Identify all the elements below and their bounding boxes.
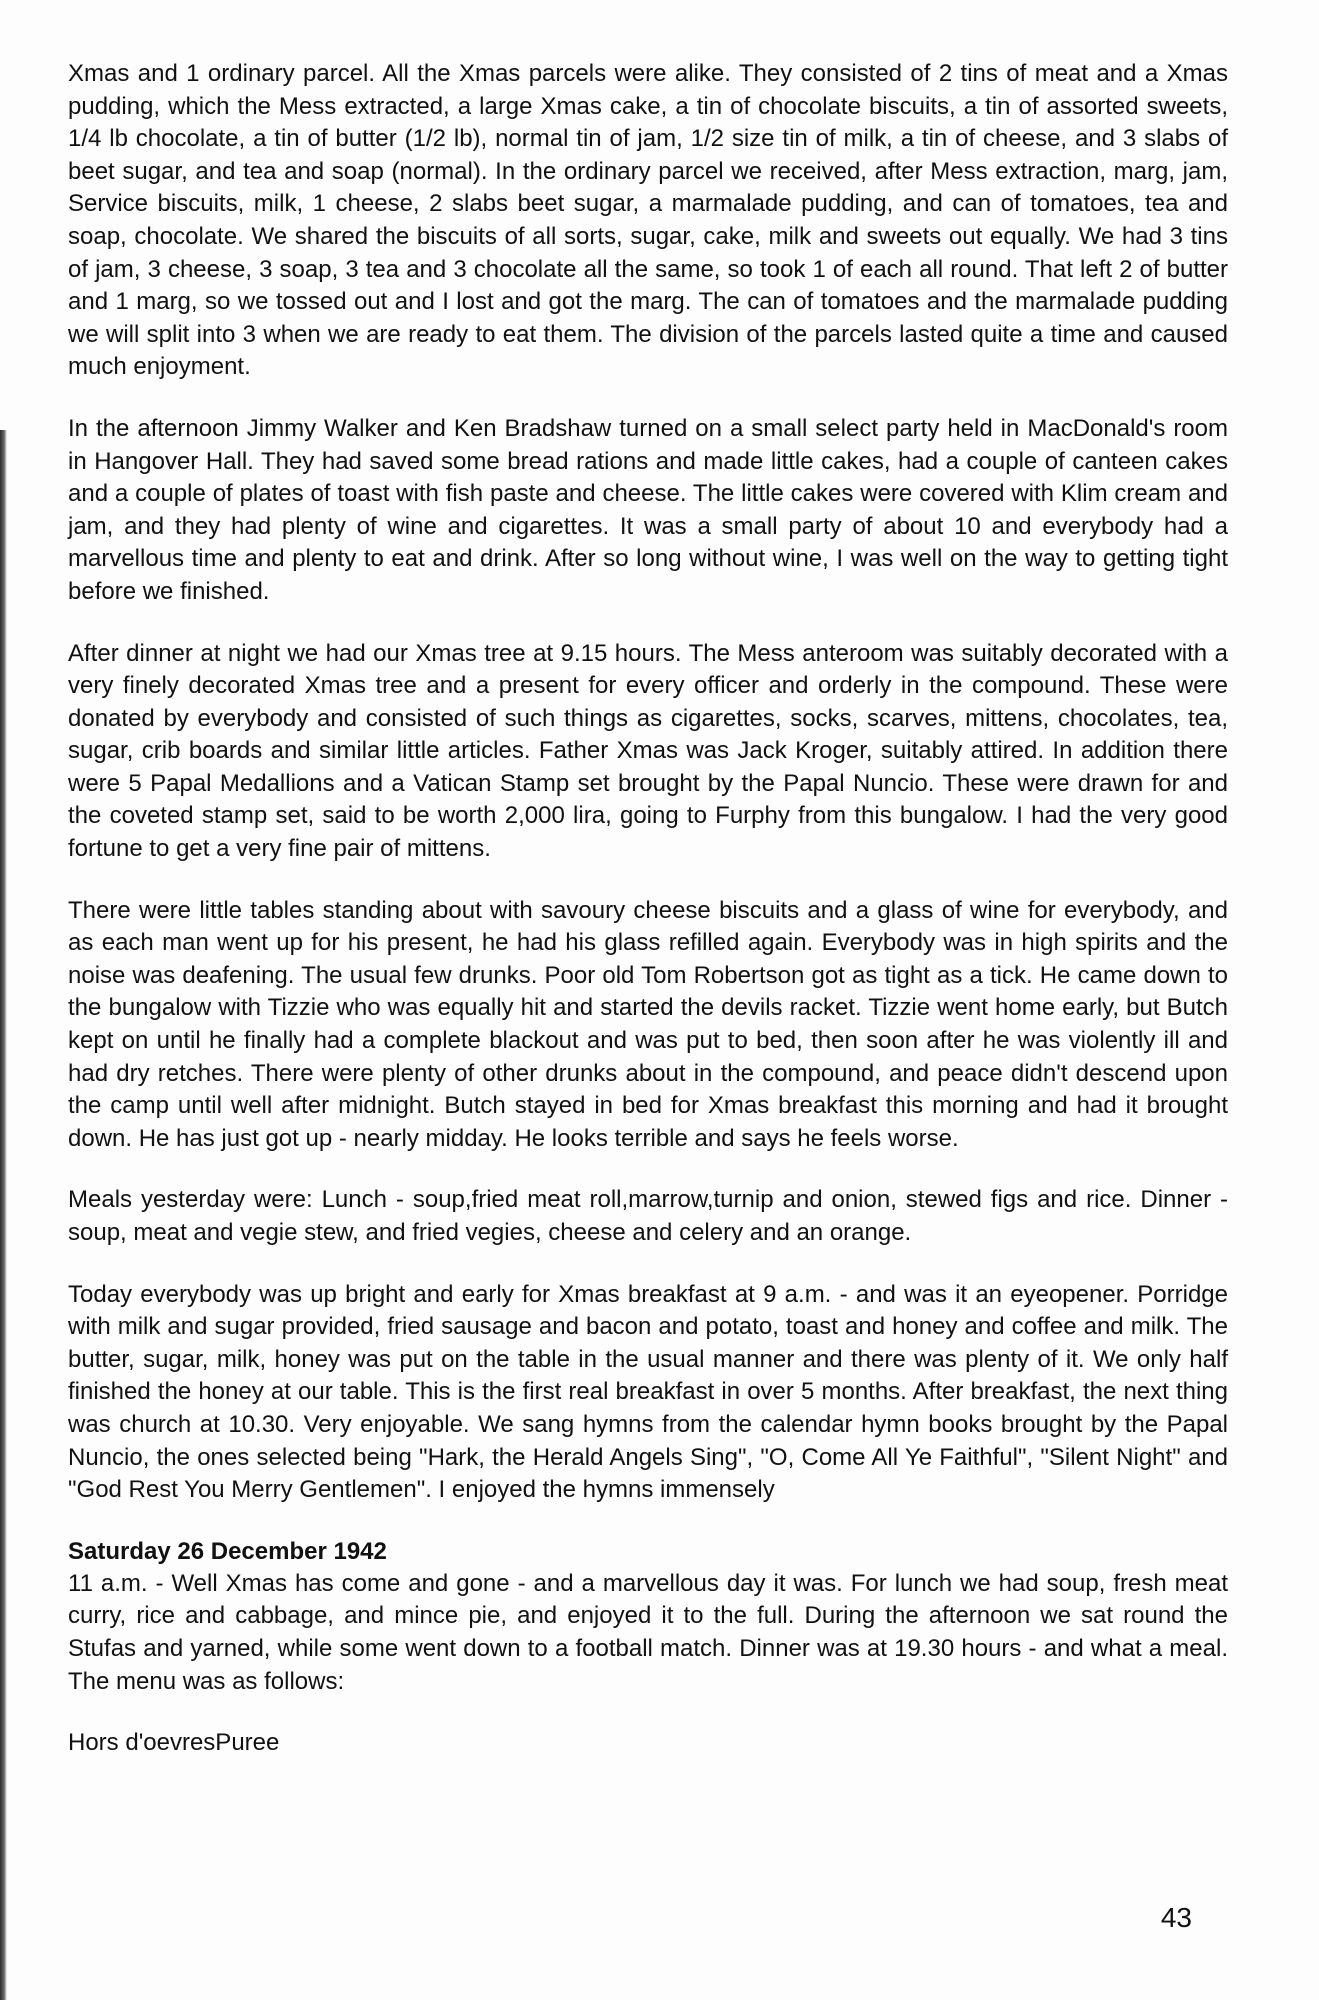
- page-number: 43: [1160, 1902, 1192, 1933]
- paragraph-xmas-breakfast: Today everybody was up bright and early for Xmas breakfast at 9 a.m. - and was it an eyeopener. Porridge with milk and sugar provided, fried sausage and bacon and potato, toast and honey and coffee and milk. The butter, sugar, milk, honey was put on the table in the usual manner and there was plenty of it. We only half finished the honey at our table. This is the first real breakfast in over 5 months. After breakfast, the next thing was church at 10.30. Very enjoyable. We sang hymns from the calendar hymn books brought by the Papal Nuncio, the ones selected being "Hark, the Herald Angels Sing", "O, Come All Ye Faithful", "Silent Night" and "God Rest You Merry Gentlemen". I enjoyed the hymns immensely: [68, 1280, 1228, 1504]
- menu-line: Hors d'oevresPuree: [68, 1729, 280, 1757]
- paragraph-xmas-tree: After dinner at night we had our Xmas tree at 9.15 hours. The Mess anteroom was suitably decorated with a very finely decorated Xmas tree and a present for every officer and orderly in the compound. These were donated by everybody and consisted of such things as cigarettes, socks, scarves, mittens, chocolates, tea, sugar, crib boards and similar little articles. Father Xmas was Jack Kroger, suitably attired. In addition there were 5 Papal Medallions and a Vatican Stamp set brought by the Papal Nuncio. These were drawn for and the coveted stamp set, said to be worth 2,000 lira, going to Furphy from this bungalow. I had the very good fortune to get a very fine pair of mittens.: [68, 639, 1228, 863]
- paragraph-afternoon-party: In the afternoon Jimmy Walker and Ken Bradshaw turned on a small select party held in MacDonald's room in Hangover Hall. They had saved some bread rations and made little cakes, had a couple of canteen cakes and a couple of plates of toast with fish paste and cheese. The little cakes were covered with Klim cream and jam, and they had plenty of wine and cigarettes. It was a small party of about 10 and everybody had a marvellous time and plenty to eat and drink. After so long without wine, I was well on the way to getting tight before we finished.: [68, 414, 1228, 605]
- paragraph-tables-and-drunks: There were little tables standing about with savoury cheese biscuits and a glass of wine for everybody, and as each man went up for his present, he had his glass refilled again. Everybody was in high spirits and the noise was deafening. The usual few drunks. Poor old Tom Robertson got as tight as a tick. He came down to the bungalow with Tizzie who was equally hit and started the devils racket. Tizzie went home early, but Butch kept on until he finally had a complete blackout and was put to bed, then soon after he was violently ill and had dry retches. There were plenty of other drunks about in the compound, and peace didn't descend upon the camp until well after midnight. Butch stayed in bed for Xmas breakfast this morning and had it brought down. He has just got up - nearly midday. He looks terrible and says he feels worse.: [68, 896, 1228, 1152]
- paragraph-dated-entry: 11 a.m. - Well Xmas has come and gone - and a marvellous day it was. For lunch we had soup, fresh meat curry, rice and cabbage, and mince pie, and enjoyed it to the full. During the afternoon we sat round the Stufas and yarned, while some went down to a football match. Dinner was at 19.30 hours - and what a meal. The menu was as follows:: [68, 1569, 1228, 1695]
- paragraph-meals-yesterday: Meals yesterday were: Lunch - soup,fried meat roll,marrow,turnip and onion, stewed figs and rice. Dinner - soup, meat and vegie stew, and fried vegies, cheese and celery and an orange.: [68, 1186, 1228, 1246]
- scan-edge-shadow: [0, 430, 7, 2000]
- paragraph-parcels: Xmas and 1 ordinary parcel. All the Xmas parcels were alike. They consisted of 2 tins of meat and a Xmas pudding, which the Mess extracted, a large Xmas cake, a tin of chocolate biscuits, a tin of assorted sweets, 1/4 lb chocolate, a tin of butter (1/2 lb), normal tin of jam, 1/2 size tin of milk, a tin of cheese, and 3 slabs of beet sugar, and tea and soap (normal). In the ordinary parcel we received, after Mess extraction, marg, jam, Service biscuits, milk, 1 cheese, 2 slabs beet sugar, a marmalade pudding, and can of tomatoes, tea and soap, chocolate. We shared the biscuits of all sorts, sugar, cake, milk and sweets out equally. We had 3 tins of jam, 3 cheese, 3 soap, 3 tea and 3 chocolate all the same, so took 1 of each all round. That left 2 of butter and 1 marg, so we tossed out and I lost and got the marg. The can of tomatoes and the marmalade pudding we will split into 3 when we are ready to eat them. The division of the parcels lasted quite a time and caused much enjoyment.: [68, 60, 1228, 381]
- page-body: [68, 58, 1228, 1759]
- date-heading: Saturday 26 December 1942: [68, 1537, 387, 1565]
